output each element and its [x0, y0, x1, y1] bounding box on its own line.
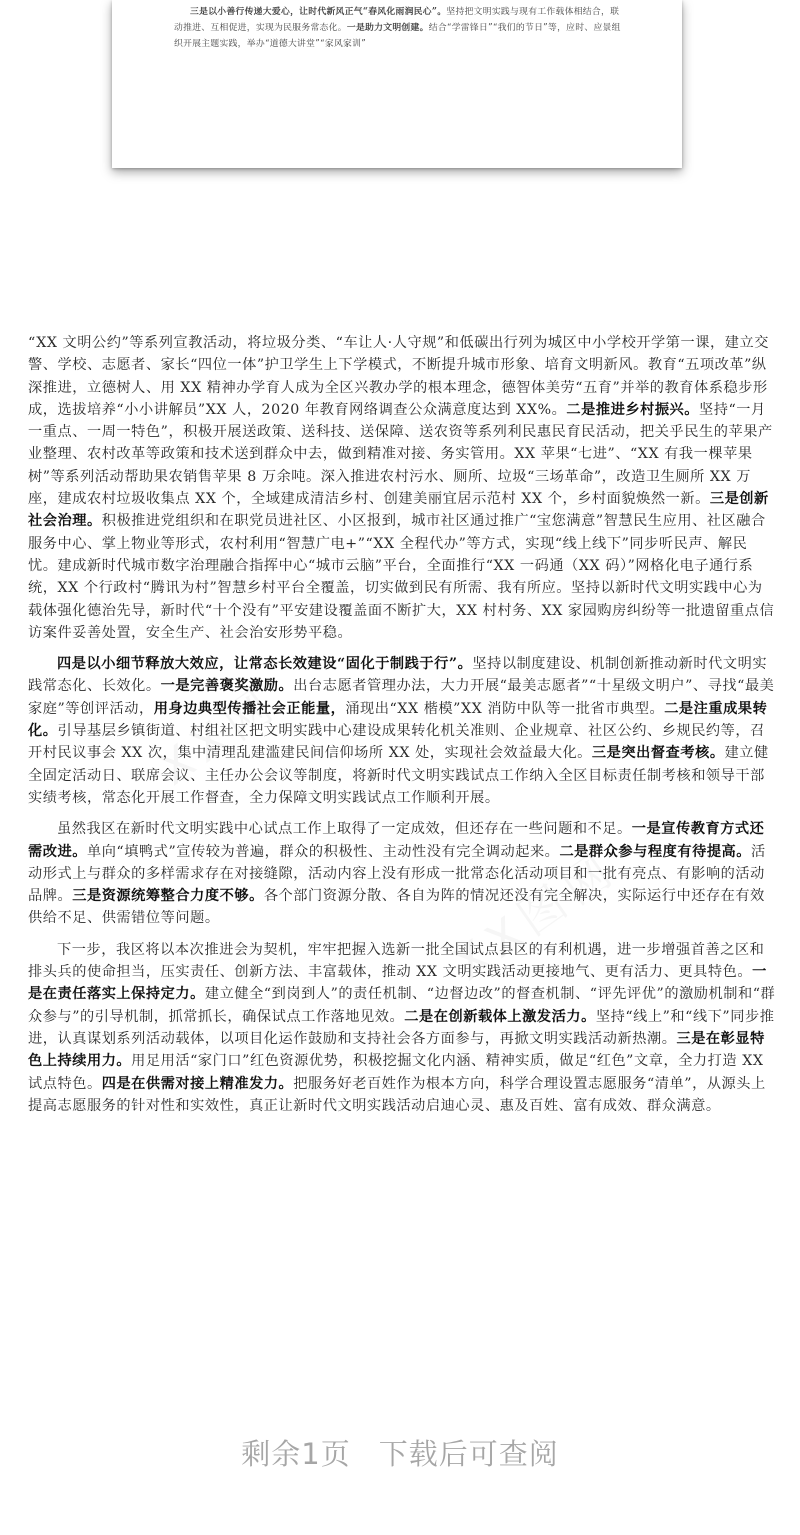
page-preview-card — [112, 0, 682, 168]
body-paragraph: “XX 文明公约”等系列宣教活动，将垃圾分类、“车让人·人守规”和低碳出行列为城区中小学校开学第一课，建立交警、学校、志愿者、家长“四位一体”护卫学生上下学模式，不断提升城市形象、培育文明新风。教育“五项改革”纵深推进，立德树人、用 XX 精神办学育人成为全区兴教办学的根本理念，德智体美劳“五育”并举的教育体系稳步形成，选拔培养“小小讲解员”XX 人，2020 年教育网络调查公众满意度达到 XX%。二是推进乡村振兴。坚持“一月一重点、一周一特色”，积极开展送政策、送科技、送保障、送农资等系列利民惠民育民活动，把关乎民生的苹果产业整理、农村改革等政策和技术送到群众中去，做到精准对接、务实管用。XX 苹果“七进”、“XX 有我一棵苹果树”等系列活动帮助果农销售苹果 8 万余吨。深入推进农村污水、厕所、垃圾“三场革命”，改造卫生厕所 XX 万座，建成农村垃圾收集点 XX 个，全域建成清洁乡村、创建美丽宜居示范村 XX 个，乡村面貌焕然一新。三是创新社会治理。积极推进党组织和在职党员进社区、小区报到，城市社区通过推广“宝您满意”智慧民生应用、社区融合服务中心、掌上物业等形式，农村利用“智慧广电+”“XX 全程代办”等方式，实现“线上线下”同步听民声、解民忧。建成新时代城市数字治理融合指挥中心“城市云脑”平台，全面推行“XX 一码通（XX 码）”网格化电子通行系统，XX 个行政村“腾讯为村”智慧乡村平台全覆盖，切实做到民有所需、我有所应。坚持以新时代文明实践中心为载体强化德治先导，新时代“十个没有”平安建设覆盖面不断扩大，XX 村村务、XX 家园购房纠纷等一批遗留重点信访案件妥善处置，安全生产、社会治安形势平稳。 — [28, 335, 775, 641]
remaining-pages-label: 剩余1页 — [241, 1437, 351, 1471]
preview-bold-lead: 三是以小善行传递大爱心，让时代新风正气“春风化雨润民心”。 — [190, 7, 447, 17]
document-body — [28, 332, 776, 1126]
body-paragraph: 下一步，我区将以本次推进会为契机，牢牢把握入选新一批全国试点县区的有利机遇，进一步增强首善之区和排头兵的使命担当，压实责任、创新方法、丰富载体，推动 XX 文明实践活动更接地气、更有活力、更具特色。一是在责任落实上保持定力。建立健全“到岗到人”的责任机制、“边督边改”的督查机制、“评先评优”的激励机制和“群众参与”的引导机制，抓常抓长，确保试点工作落地见效。二是在创新载体上激发活力。坚持“线上”和“线下”同步推进，认真谋划系列活动载体，以项目化运作鼓励和支持社会各方面参与，再掀文明实践活动新热潮。三是在彰显特色上持续用力。用足用活“家门口”红色资源优势，积极挖掘文化内涵、精神实质，做足“红色”文章，全力打造 XX 试点特色。四是在供需对接上精准发力。把服务好老百姓作为根本方向，科学合理设置志愿服务“清单”，从源头上提高志愿服务的针对性和实效性，真正让新时代文明实践活动启迪心灵、惠及百姓、富有成效、群众满意。 — [28, 941, 776, 1114]
preview-paragraph: 三是以小善行传递大爱心，让时代新风正气“春风化雨润民心”。坚持把文明实践与现有工作载体相结合，联动推进、互相促进，实现为民服务常态化。一是助力文明创建。结合“学雷锋日”“我们的节日”等，应时、应景组织开展主题实践，举办“道德大讲堂”“家风家训” — [174, 7, 621, 49]
body-paragraph: 四是以小细节释放大效应，让常态长效建设“固化于制践于行”。坚持以制度建设、机制创新推动新时代文明实践常态化、长效化。一是完善褒奖激励。出台志愿者管理办法，大力开展“最美志愿者”“十星级文明户”、寻找“最美家庭”等创评活动，用身边典型传播社会正能量，涌现出“XX 楷模”XX 消防中队等一批省市典型。二是注重成果转化。引导基层乡镇街道、村组社区把文明实践中心建设成果转化机关准则、企业规章、社区公约、乡规民约等，召开村民议事会 XX 次，集中清理乱建滥建民间信仰场所 XX 处，实现社会效益最大化。三是突出督查考核。建立健全固定活动日、联席会议、主任办公会议等制度，将新时代文明实践试点工作纳入全区目标责任制考核和领导干部实绩考核，常态化开展工作督查，全力保障文明实践试点工作顺利开展。 — [28, 656, 775, 806]
download-hint-label: 下载后可查阅 — [378, 1437, 559, 1471]
body-paragraph: 虽然我区在新时代文明实践中心试点工作上取得了一定成效，但还存在一些问题和不足。一是宣传教育方式还需改进。单向“填鸭式”宣传较为普遍，群众的积极性、主动性没有完全调动起来。二是群众参与程度有待提高。活动形式上与群众的多样需求存在对接缝隙，活动内容上没有形成一批常态化活动项目和一批有亮点、有影响的活动品牌。三是资源统筹整合力度不够。各个部门资源分散、各自为阵的情况还没有完全解决，实际运行中还存在有效供给不足、供需错位等问题。 — [28, 821, 766, 927]
download-prompt[interactable] — [0, 1432, 800, 1473]
